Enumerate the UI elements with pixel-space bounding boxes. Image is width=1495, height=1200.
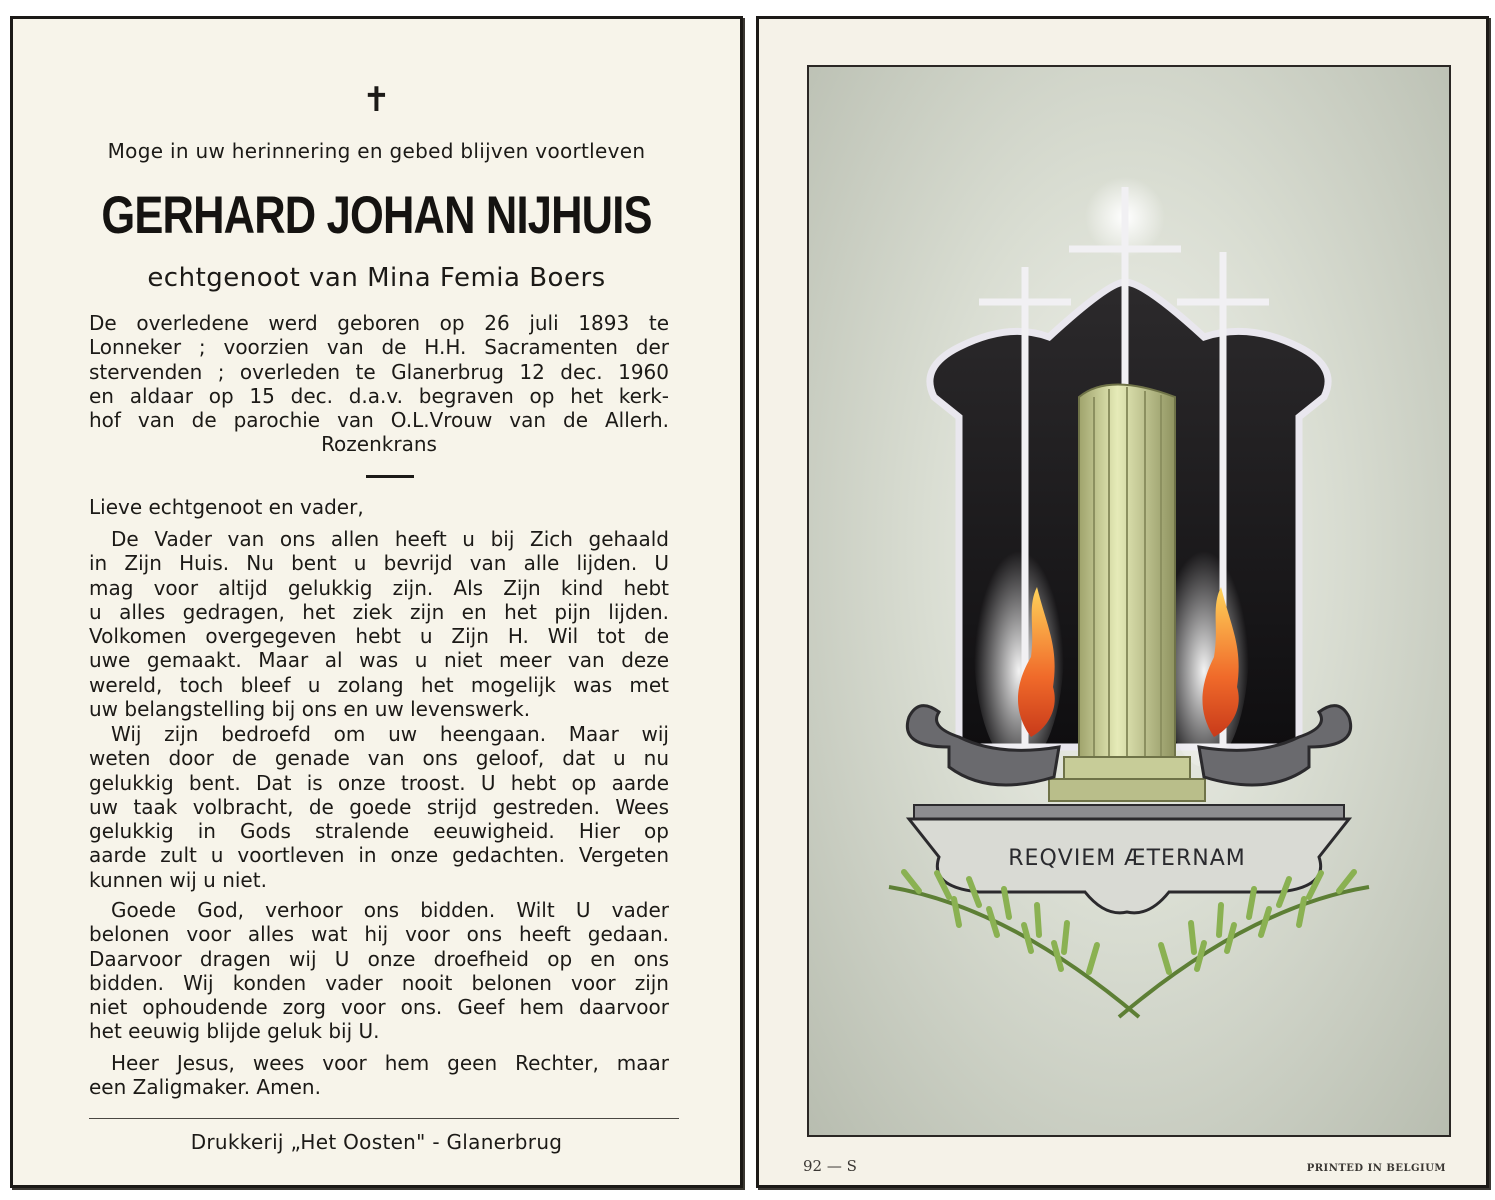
p3-line: Daarvoor dragen wij U onze droefheid op en ons [89,946,669,971]
p1-line: wereld, toch bleef u zolang het mogelijk was met [89,672,669,697]
p2-line: weten door de genade van ons geloof, dat u nu [89,746,669,771]
paragraph-2 [89,722,669,892]
p1-line: uwe gemaakt. Maar al was u niet meer van deze [89,648,669,673]
p1-line: uw belangstelling bij ons en uw levenswerk. [89,697,531,722]
p4-line: een Zaligmaker. Amen. [89,1075,321,1100]
memorial-card-image-side [756,16,1489,1188]
salutation-line: Lieve echtgenoot en vader, [89,495,364,519]
p1-line: Volkomen overgegeven hebt u Zijn H. Wil tot de [89,624,669,649]
p1-line: mag voor altijd gelukkig zijn. Als Zijn kind hebt [89,575,669,600]
p2-line: aarde zult u voortleven in onze gedachten. Vergeten [89,843,669,868]
paragraph-3 [89,898,669,1044]
footer-divider [89,1118,679,1119]
p2-line: uw taak volbracht, de goede strijd gestreden. Wees [89,794,669,819]
p1-line: De Vader van ons allen heeft u bij Zich gehaald [111,527,669,551]
banner-text: REQVIEM ÆTERNAM [1008,846,1246,871]
bio-line: en aldaar op 15 dec. d.a.v. begraven op het kerk- [89,383,669,408]
p2-line: kunnen wij u niet. [89,867,267,892]
altar-illustration [809,67,1449,1135]
bio-line: De overledene werd geboren op 26 juli 1893 te [89,311,669,335]
p3-line: het eeuwig blijde geluk bij U. [89,1019,380,1044]
paragraph-4 [89,1051,669,1100]
p2-line: Wij zijn bedroefd om uw heengaan. Maar wij [111,722,669,746]
bio-line: Lonneker ; voorzien van de H.H. Sacramenten der [89,335,669,360]
p3-line: bidden. Wij konden vader nooit belonen voor zijn [89,970,669,995]
short-divider [366,475,414,478]
column-plinth [1049,779,1205,801]
card-code: 92 — S [803,1157,857,1175]
bio-line: Rozenkrans [321,432,437,457]
memorial-card-text-side [10,16,743,1188]
printer-credit: Drukkerij „Het Oosten" - Glanerbrug [190,1130,563,1154]
p4-line: Heer Jesus, wees voor hem geen Rechter, maar [111,1051,669,1075]
p3-line: Goede God, verhoor ons bidden. Wilt U vader [111,898,669,922]
intro-line: Moge in uw herinnering en gebed blijven voortleven [107,139,646,163]
column-base [1064,757,1190,779]
bio-line: stervenden ; overleden te Glanerbrug 12 dec. 1960 [89,359,669,384]
salutation [89,495,669,519]
deceased-name: GERHARD JOHAN NIJHUIS [101,186,652,245]
spouse-line: echtgenoot van Mina Femia Boers [147,263,606,293]
bio-line: hof van de parochie van O.L.Vrouw van de Allerh. [89,408,669,433]
p1-line: in Zijn Huis. Nu bent u bevrijd van alle lijden. U [89,551,669,576]
p1-line: u alles gedragen, het ziek zijn en het pijn lijden. [89,599,669,624]
altar-shelf [914,805,1344,819]
p2-line: gelukkig in Gods stralende eeuwigheid. Hier op [89,819,669,844]
printed-in-label: PRINTED IN BELGIUM [1306,1163,1446,1174]
biography-paragraph [89,311,669,457]
p2-line: gelukkig bent. Dat is onze troost. U hebt op aarde [89,770,669,795]
p3-line: belonen voor alles wat hij voor ons heeft gedaan. [89,922,669,947]
cross-icon: ✝ [362,80,391,120]
devotional-illustration [807,65,1451,1137]
paragraph-1 [89,527,669,721]
p3-line: niet ophoudende zorg voor ons. Geef hem daarvoor [89,995,669,1020]
